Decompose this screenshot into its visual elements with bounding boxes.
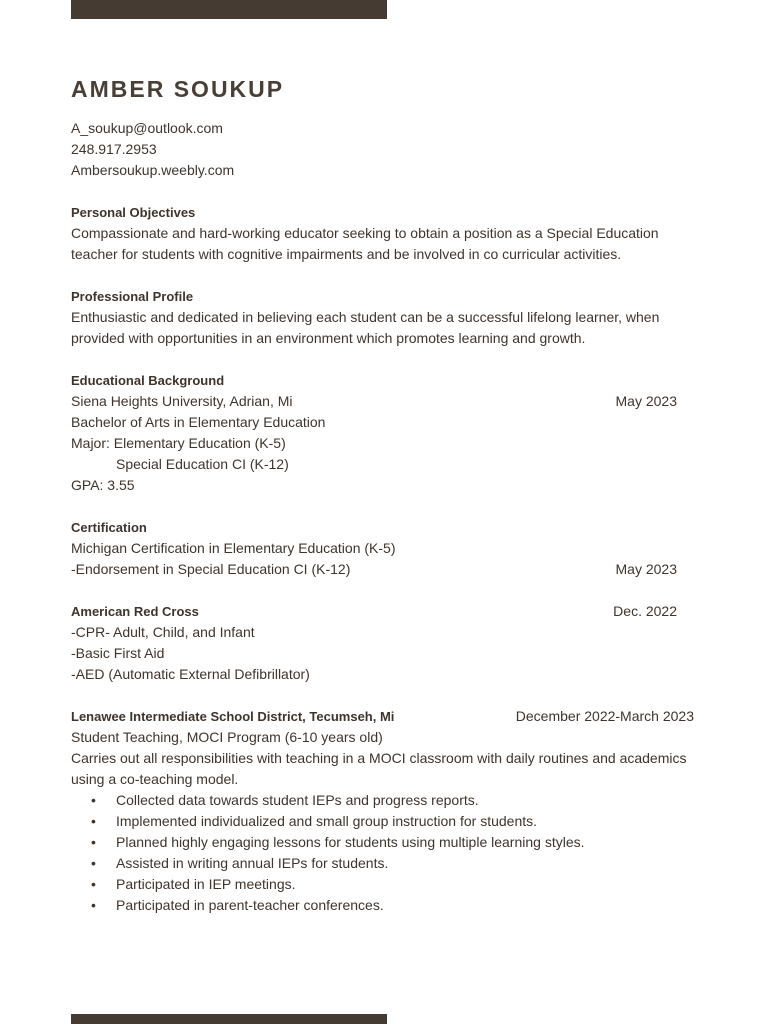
education-major: Major: Elementary Education (K-5) — [71, 435, 286, 451]
objectives-heading: Personal Objectives — [71, 205, 196, 220]
experience-summary: Carries out all responsibilities with teaching in a MOCI classroom with daily routines and academics using a co-teaching model. — [71, 750, 687, 787]
experience-bullet-list — [71, 790, 701, 916]
list-item: • Assisted in writing annual IEPs for students. — [71, 853, 701, 874]
bottom-accent-bar — [71, 1014, 387, 1024]
certification-line-1: Michigan Certification in Elementary Education (K-5) — [71, 540, 396, 556]
contact-phone: 248.917.2953 — [71, 141, 157, 157]
redcross-item: -Basic First Aid — [71, 645, 165, 661]
certification-date: May 2023 — [615, 561, 677, 577]
list-item: • Planned highly engaging lessons for students using multiple learning styles. — [71, 832, 701, 853]
experience-header-row — [71, 706, 694, 727]
redcross-header-row — [71, 601, 677, 622]
contact-website[interactable]: Ambersoukup.weebly.com — [71, 162, 235, 178]
top-accent-bar — [71, 0, 387, 19]
certification-row — [71, 559, 677, 580]
experience-role: Student Teaching, MOCI Program (6-10 years old) — [71, 729, 383, 745]
redcross-item: -AED (Automatic External Defibrillator) — [71, 666, 310, 682]
list-item: • Participated in IEP meetings. — [71, 874, 701, 895]
education-heading: Educational Background — [71, 373, 225, 388]
list-item: • Participated in parent-teacher conferences. — [71, 895, 701, 916]
experience-date: December 2022-March 2023 — [515, 708, 694, 724]
list-item: • Implemented individualized and small group instruction for students. — [71, 811, 701, 832]
resume-content — [71, 74, 701, 916]
experience-heading: Lenawee Intermediate School District, Tecumseh, Mi — [71, 709, 395, 724]
profile-heading: Professional Profile — [71, 289, 194, 304]
redcross-date: Dec. 2022 — [613, 603, 677, 619]
education-date: May 2023 — [615, 393, 677, 409]
education-major-second: Special Education CI (K-12) — [116, 456, 289, 472]
objectives-text: Compassionate and hard-working educator seeking to obtain a position as a Special Education teacher for students with cognitive impairments and be involved in co curricular activities. — [71, 225, 659, 262]
education-school-row — [71, 391, 677, 412]
profile-text: Enthusiastic and dedicated in believing each student can be a successful lifelong learner, when provided with opportunities in an environment which promotes learning and growth. — [71, 309, 660, 346]
certification-heading: Certification — [71, 520, 147, 535]
list-item: • Collected data towards student IEPs and progress reports. — [71, 790, 701, 811]
redcross-heading: American Red Cross — [71, 604, 199, 619]
certification-line-2: -Endorsement in Special Education CI (K-12) — [71, 561, 351, 577]
education-gpa: GPA: 3.55 — [71, 477, 135, 493]
education-school: Siena Heights University, Adrian, Mi — [71, 393, 293, 409]
candidate-name: AMBER SOUKUP — [71, 76, 285, 102]
contact-email[interactable]: A_soukup@outlook.com — [71, 120, 223, 136]
education-degree: Bachelor of Arts in Elementary Education — [71, 414, 326, 430]
redcross-item: -CPR- Adult, Child, and Infant — [71, 624, 255, 640]
